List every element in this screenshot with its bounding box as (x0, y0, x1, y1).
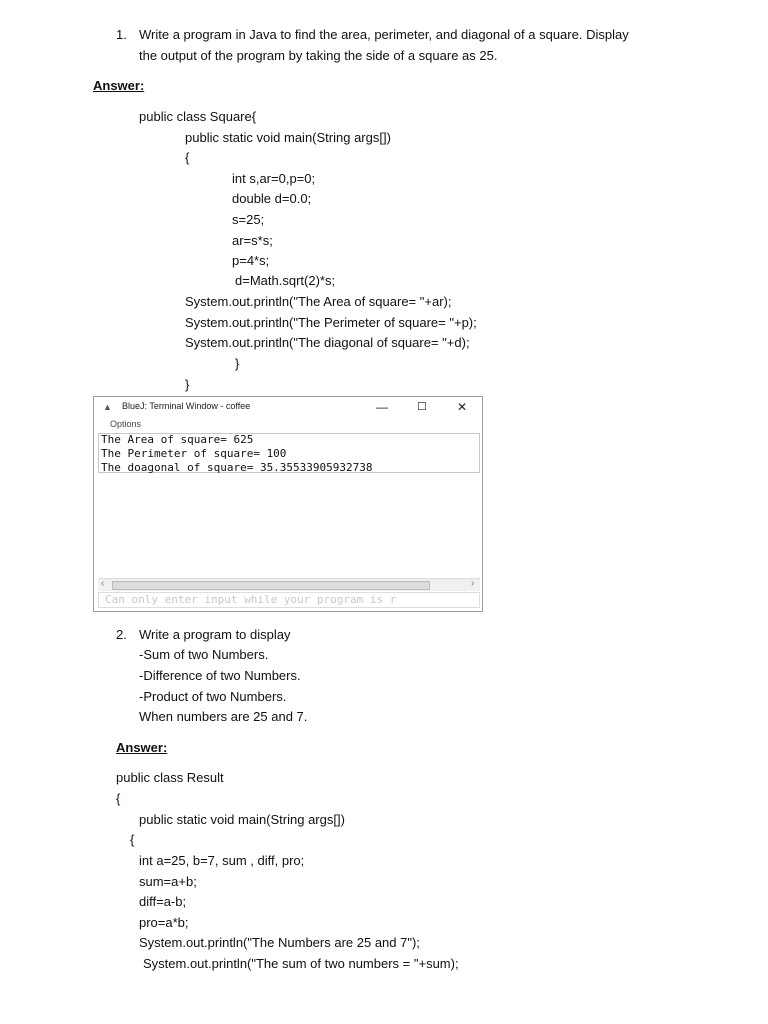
close-button[interactable]: ✕ (456, 400, 468, 414)
answer-1-label: Answer: (93, 78, 145, 93)
maximize-button[interactable]: ☐ (417, 401, 427, 413)
code-line: public static void main(String args[]) (139, 812, 345, 827)
question-2-number: 2. (116, 627, 127, 642)
code-line: public static void main(String args[]) (185, 130, 391, 145)
code-line: p=4*s; (232, 253, 270, 268)
code-line: int a=25, b=7, sum , diff, pro; (139, 853, 305, 868)
code-line: System.out.println("The Numbers are 25 and 7"); (139, 935, 420, 950)
bluej-app-icon: ▲ (103, 402, 112, 412)
scrollbar-thumb[interactable] (112, 581, 430, 590)
code-line: } (235, 356, 240, 371)
menu-options[interactable]: Options (110, 419, 142, 429)
output-line: The Area of square= 625 (101, 433, 254, 446)
code-line: sum=a+b; (139, 874, 197, 889)
horizontal-scrollbar[interactable] (98, 578, 480, 591)
minimize-button[interactable]: — (376, 400, 388, 414)
input-placeholder: Can only enter input while your program is r (105, 593, 397, 606)
code-line: public class Square{ (139, 109, 257, 124)
question-2-text: Write a program to display (139, 627, 291, 642)
code-line: } (185, 377, 190, 392)
code-line: { (130, 832, 135, 847)
code-line: { (185, 150, 190, 165)
bluej-terminal-window (93, 396, 483, 612)
question-2-item: -Difference of two Numbers. (139, 668, 301, 683)
output-line: The doagonal of square= 35.35533905932738 (101, 461, 373, 474)
code-line: pro=a*b; (139, 915, 189, 930)
scroll-left-icon[interactable]: ‹ (101, 578, 105, 589)
code-line: d=Math.sqrt(2)*s; (235, 273, 336, 288)
code-line: int s,ar=0,p=0; (232, 171, 316, 186)
code-line: System.out.println("The diagonal of square= "+d); (185, 335, 470, 350)
question-2-item: When numbers are 25 and 7. (139, 709, 308, 724)
question-1-text: Write a program in Java to find the area, perimeter, and diagonal of a square. Display (139, 27, 629, 42)
output-line: The Perimeter of square= 100 (101, 447, 287, 460)
code-line: double d=0.0; (232, 191, 312, 206)
question-2-item: -Sum of two Numbers. (139, 647, 269, 662)
code-line: System.out.println("The Area of square= "+ar); (185, 294, 452, 309)
question-1-number: 1. (116, 27, 127, 42)
answer-2-label: Answer: (116, 740, 168, 755)
question-2-item: -Product of two Numbers. (139, 689, 287, 704)
terminal-title-bar (94, 397, 482, 417)
code-line: diff=a-b; (139, 894, 187, 909)
terminal-title: BlueJ: Terminal Window - coffee (122, 401, 251, 411)
code-line: System.out.println("The Perimeter of square= "+p); (185, 315, 477, 330)
code-line: public class Result (116, 770, 224, 785)
code-line: s=25; (232, 212, 265, 227)
code-line: ar=s*s; (232, 233, 273, 248)
terminal-output-area (98, 433, 480, 473)
question-1-text-cont: the output of the program by taking the side of a square as 25. (139, 48, 498, 63)
code-line: System.out.println("The sum of two numbers = "+sum); (143, 956, 459, 971)
scroll-right-icon[interactable]: › (471, 578, 475, 589)
code-line: { (116, 791, 121, 806)
terminal-input-field[interactable] (98, 592, 480, 608)
